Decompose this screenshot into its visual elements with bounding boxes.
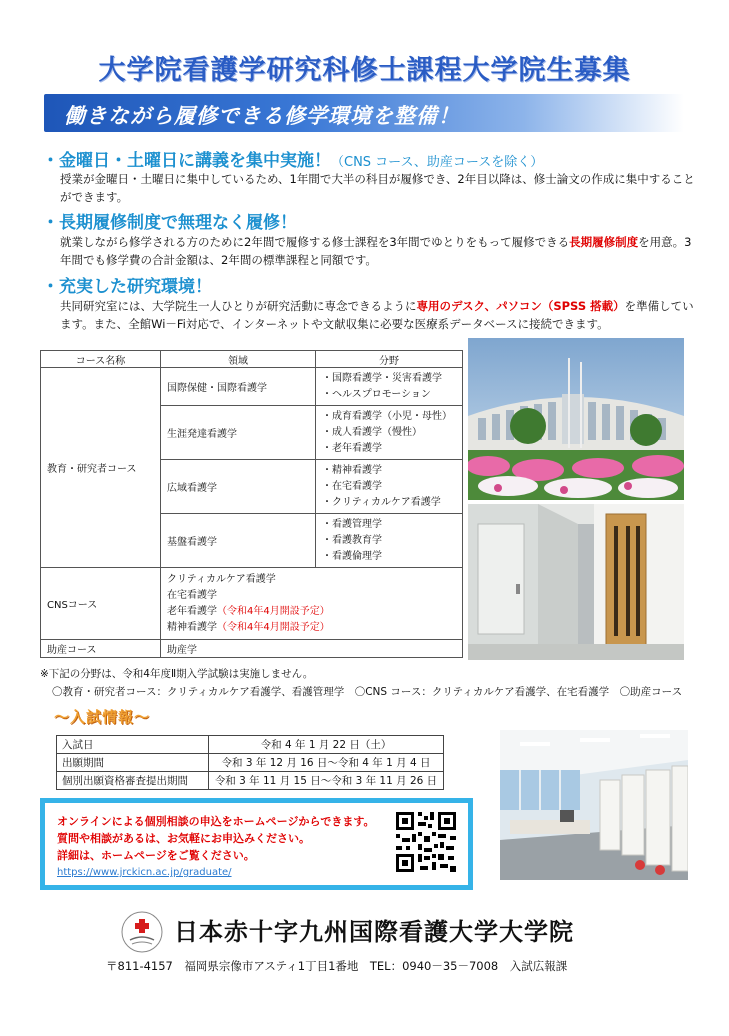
field-note: （令和4年4月開設予定） [217, 621, 330, 633]
field-item: 助産学 [161, 640, 463, 658]
section-heading-note: （CNS コース、助産コースを除く） [331, 155, 544, 170]
highlight-text: 長期履修制度 [569, 235, 639, 249]
body-text: 共同研究室には、大学院生一人ひとりが研究活動に専念できるように [60, 299, 417, 313]
subtitle: 働きながら履修できる修学環境を整備！ [64, 104, 460, 128]
footnote-line: 〇教育・研究者コース：クリティカルケア看護学、看護管理学 〇CNS コース：クリティカルケア看護学、在宅看護学 〇助産コース [52, 686, 683, 698]
section-body-environment [60, 297, 700, 333]
consultation-text [57, 813, 374, 864]
exam-value: 令和 3 年 12 月 16 日～令和 4 年 1 月 4 日 [209, 754, 444, 772]
exam-value: 令和 3 年 11 月 15 日～令和 3 年 11 月 26 日 [209, 772, 444, 790]
online-consultation-box [40, 798, 473, 890]
page-title: 大学院看護学研究科修士課程大学院生募集 [98, 55, 631, 86]
column-header: 分野 [316, 351, 463, 368]
field-item: ・在宅看護学 [322, 480, 382, 492]
area-name: 広域看護学 [161, 460, 316, 514]
exam-label: 個別出願資格審査提出期間 [57, 772, 209, 790]
exam-section-title: ～入試情報～ [54, 708, 151, 726]
table-row [57, 736, 444, 754]
field-item: ・国際看護学・災害看護学 [322, 372, 442, 384]
body-text: を用意。3年間でも修学費の合計金額は、2年間の標準課程と同額です。 [60, 235, 692, 267]
field-item [167, 604, 456, 620]
qr-code-icon[interactable] [394, 810, 458, 874]
field-list [316, 460, 463, 514]
graduate-url-link[interactable]: https://www.jrckicn.ac.jp/graduate/ [57, 867, 232, 878]
body-text: を準備しています。また、全館Wi－Fi対応で、インターネットや文献収集に必要な医療系データベースに接続できます。 [60, 299, 694, 331]
section-body-schedule: 授業が金曜日・土曜日に集中しているため、1年間で大半の科目が履修でき、2年目以降は、修士論文の作成に集中することができます。 [60, 172, 695, 204]
section-heading-long-term: ・長期履修制度で無理なく履修！ [42, 213, 297, 233]
field-item: ・クリティカルケア看護学 [322, 496, 441, 508]
exam-label: 入試日 [57, 736, 209, 754]
field-item: ・看護管理学 [322, 518, 382, 530]
area-name: 国際保健・国際看護学 [161, 368, 316, 406]
organization-name: 日本赤十字九州国際看護大学大学院 [174, 918, 574, 946]
course-name: 教育・研究者コース [41, 368, 161, 568]
field-text: 老年看護学 [167, 605, 217, 617]
body-text: 就業しながら修学される方のために2年間で履修する修士課程を3年間でゆとりをもって履修できる [60, 235, 570, 249]
table-header-row [41, 351, 463, 368]
footnote [40, 665, 682, 701]
field-item: ・成育看護学（小児・母性） [322, 410, 452, 422]
hallway-sign-photo [468, 504, 684, 660]
field-note: （令和4年4月開設予定） [217, 605, 330, 617]
field-list [316, 368, 463, 406]
table-row [41, 640, 463, 658]
course-name: CNSコース [41, 568, 161, 640]
consultation-line: 質問や相談があるは、お気軽にお申込みください。 [57, 832, 310, 845]
course-table [40, 350, 463, 658]
field-list [161, 568, 463, 640]
study-room-photo [500, 730, 688, 880]
exam-table [56, 735, 444, 790]
field-item: 在宅看護学 [167, 589, 217, 601]
footnote-line: ※下記の分野は、令和4年度Ⅱ期入学試験は実施しません。 [40, 668, 314, 680]
field-text: 精神看護学 [167, 621, 217, 633]
column-header: コース名称 [41, 351, 161, 368]
field-list [316, 514, 463, 568]
highlight-text: 専用のデスク、パソコン（SPSS 搭載） [416, 299, 625, 313]
consultation-line: 詳細は、ホームページをご覧ください。 [57, 849, 255, 862]
field-item: ・老年看護学 [322, 442, 382, 454]
field-item: ・成人看護学（慢性） [322, 426, 422, 438]
field-list [316, 406, 463, 460]
exam-value: 令和 4 年 1 月 22 日（土） [209, 736, 444, 754]
section-body-long-term [60, 233, 700, 269]
field-item: クリティカルケア看護学 [167, 573, 276, 585]
field-item: ・ヘルスプロモーション [322, 388, 431, 400]
contact-address: 〒811-4157 福岡県宗像市アスティ1丁目1番地 TEL：0940－35－7008 入試広報課 [106, 959, 568, 973]
field-item: ・看護倫理学 [322, 550, 382, 562]
area-name: 生涯発達看護学 [161, 406, 316, 460]
consultation-line: オンラインによる個別相談の申込をホームページからできます。 [57, 815, 375, 828]
table-row [41, 368, 463, 406]
campus-building-photo [468, 338, 684, 500]
exam-label: 出願期間 [57, 754, 209, 772]
section-heading-schedule [42, 146, 543, 171]
column-header: 領域 [161, 351, 316, 368]
table-row [57, 772, 444, 790]
section-heading-text: ・金曜日・土曜日に講義を集中実施！ [42, 151, 331, 171]
table-row [57, 754, 444, 772]
field-item [167, 620, 456, 636]
area-name: 基盤看護学 [161, 514, 316, 568]
course-name: 助産コース [41, 640, 161, 658]
field-item: ・精神看護学 [322, 464, 382, 476]
field-item: ・看護教育学 [322, 534, 382, 546]
section-heading-environment: ・充実した研究環境！ [42, 277, 212, 297]
red-cross-logo-icon [120, 910, 164, 954]
table-row [41, 568, 463, 640]
